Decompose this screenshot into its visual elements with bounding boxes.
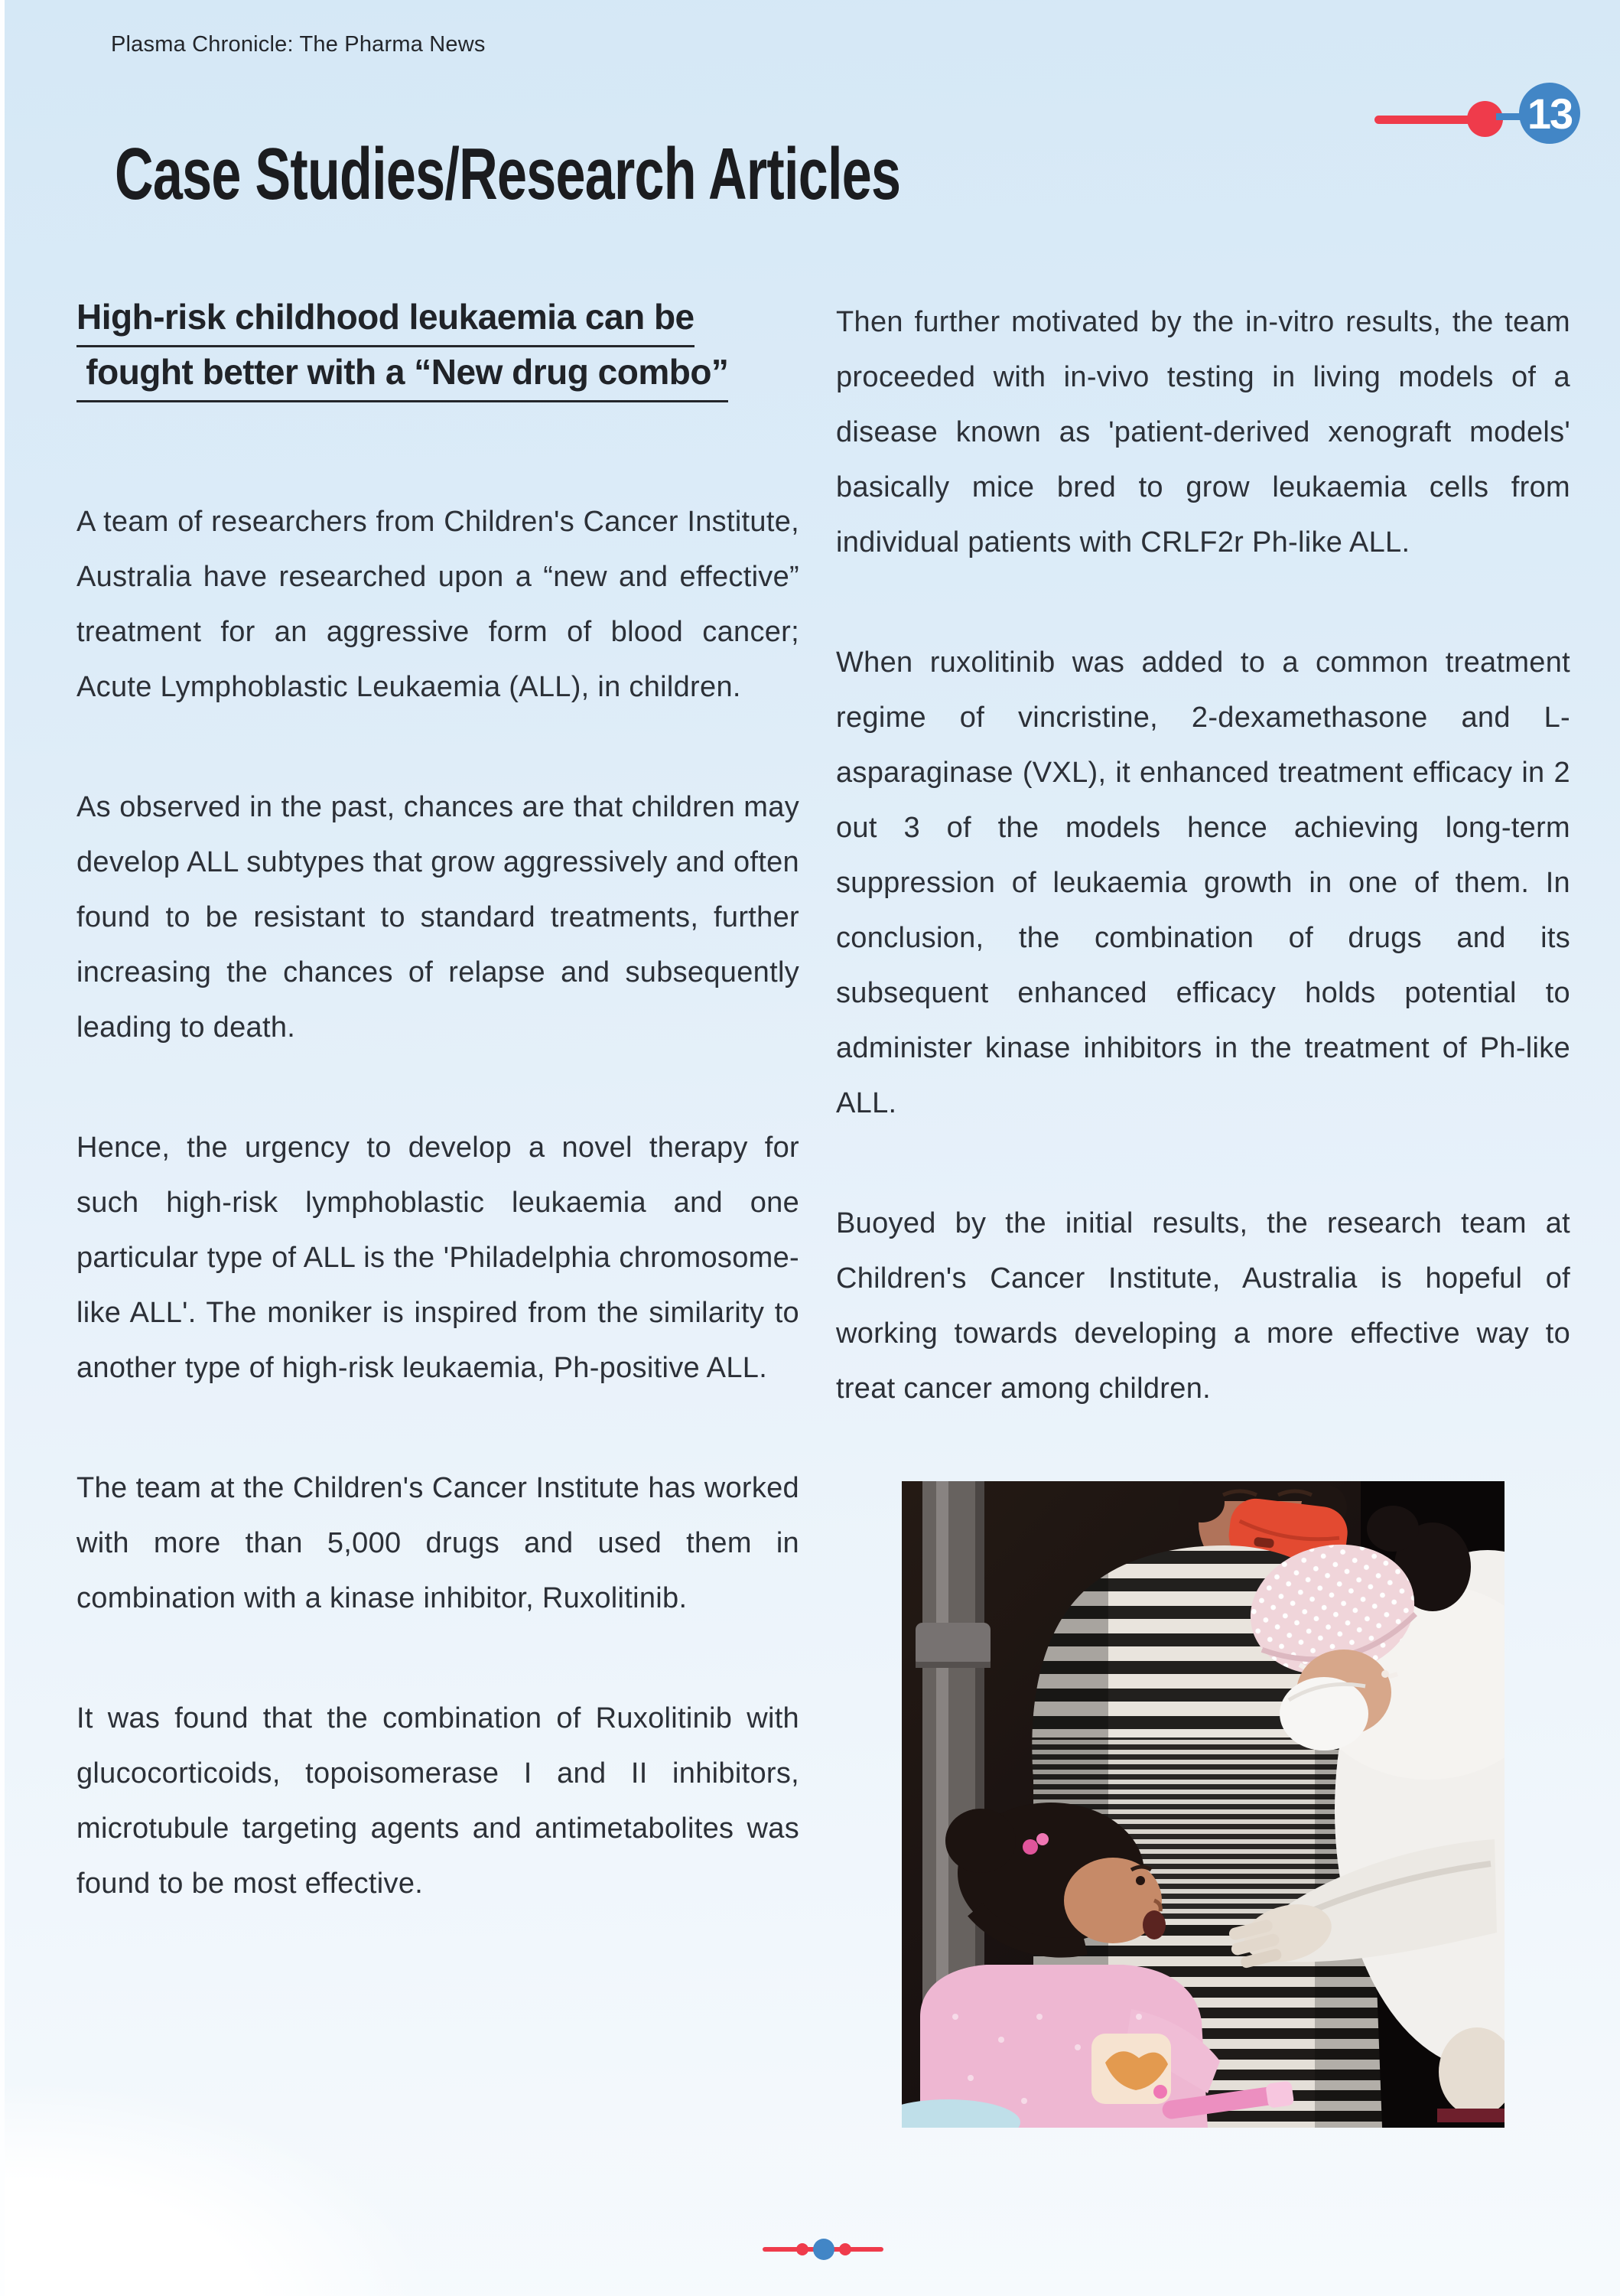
page-header: Plasma Chronicle: The Pharma News xyxy=(111,32,486,57)
right-column xyxy=(836,295,1570,2128)
left-column xyxy=(76,295,799,2128)
article-heading-line1: High-risk childhood leukaemia can be xyxy=(76,295,695,347)
article-columns xyxy=(76,295,1570,2128)
footer-red-dot-icon xyxy=(839,2243,851,2255)
footer-red-dot-icon xyxy=(796,2243,808,2255)
paragraph: As observed in the past, chances are that children may develop ALL subtypes that grow aggressively and often found to be resistant to standard treatments, further increasing the chances of relapse and subsequently leading to death. xyxy=(76,791,799,1044)
page-number: 13 xyxy=(1527,89,1573,138)
paragraph: The team at the Children's Cancer Institute has worked with more than 5,000 drugs and used them in combination with a kinase inhibitor, Ruxolitinib. xyxy=(76,1472,799,1614)
page-number-badge xyxy=(1519,83,1580,144)
footer-blue-dot-icon xyxy=(813,2239,834,2260)
page-badge-line-icon xyxy=(1374,116,1474,124)
article-photo-illustration xyxy=(902,1481,1505,2128)
paragraph: Buoyed by the initial results, the research team at Children's Cancer Institute, Australia is hopeful of working towards developing a more effective way to treat cancer among children. xyxy=(836,1207,1570,1405)
article-heading-line2: fought better with a “New drug combo” xyxy=(76,350,728,402)
paragraph: It was found that the combination of Ruxolitinib with glucocorticoids, topoisomerase I and II inhibitors, microtubule targeting agents and antimetabolites was found to be most effective. xyxy=(76,1702,799,1900)
article-heading xyxy=(76,295,799,402)
page-title-text: Case Studies/Research Articles xyxy=(115,133,901,215)
footer-ornament-icon xyxy=(763,2239,883,2260)
page-title xyxy=(115,133,1191,215)
paragraph: Hence, the urgency to develop a novel therapy for such high-risk lymphoblastic leukaemia and one particular type of ALL is the 'Philadelphia chromosome-like ALL'. The moniker is inspired from the similarity to another type of high-risk leukaemia, Ph-positive ALL. xyxy=(76,1132,799,1384)
paragraph: Then further motivated by the in-vitro results, the team proceeded with in-vivo testing in living models of a disease known as 'patient-derived xenograft models' basically mice bred to grow leukaemia cells from individual patients with CRLF2r Ph-like ALL. xyxy=(836,306,1570,559)
paragraph: When ruxolitinib was added to a common treatment regime of vincristine, 2-dexamethasone and L-asparaginase (VXL), it enhanced treatment efficacy in 2 out 3 of the models hence achieving long-term suppression of leukaemia growth in one of them. In conclusion, the combination of drugs and its subsequent enhanced efficacy holds potential to administer kinase inhibitors in the treatment of Ph-like ALL. xyxy=(836,646,1570,1119)
page-left-edge xyxy=(0,0,5,2296)
article-photo xyxy=(902,1481,1505,2128)
paragraph: A team of researchers from Children's Cancer Institute, Australia have researched upon a “new and effective” treatment for an aggressive form of blood cancer; Acute Lymphoblastic Leukaemia (ALL), in children. xyxy=(76,506,799,703)
